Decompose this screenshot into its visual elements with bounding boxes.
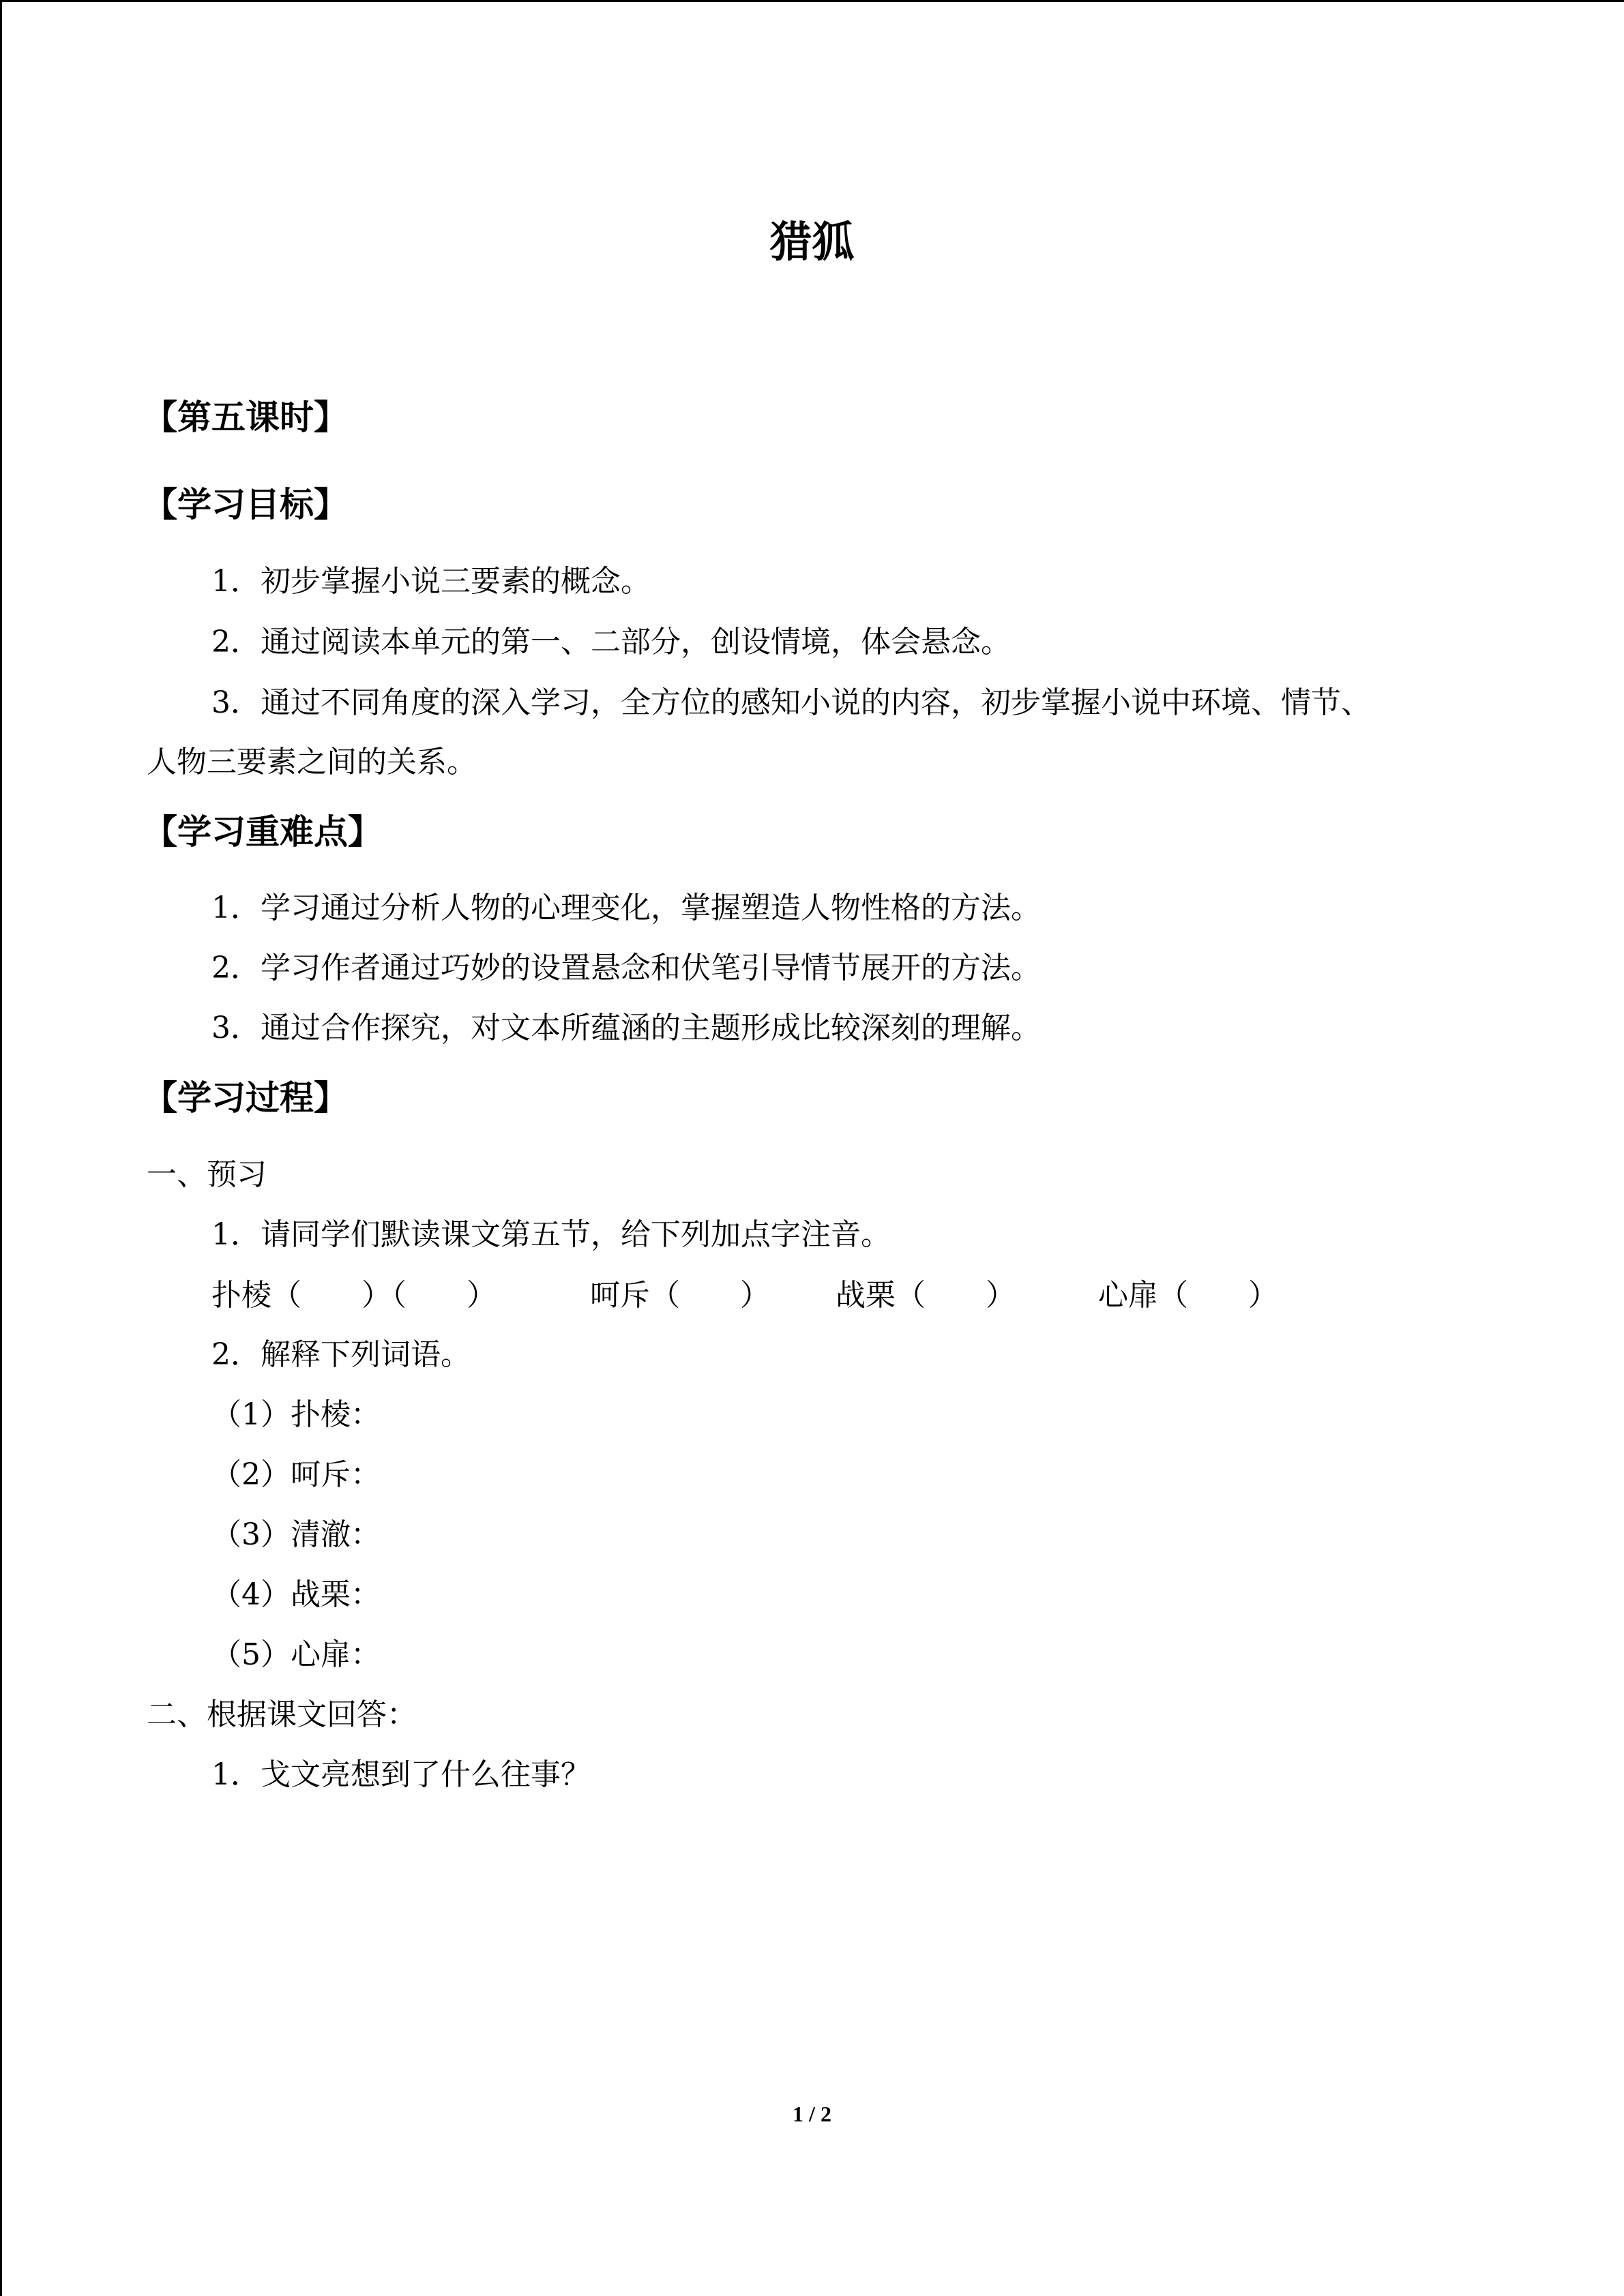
goal-item: 2．通过阅读本单元的第一、二部分，创设情境，体会悬念。 bbox=[211, 625, 1011, 659]
answer-question-1: 1．戈文亮想到了什么往事？ bbox=[211, 1757, 591, 1792]
key-point-item: 3．通过合作探究，对文本所蕴涵的主题形成比较深刻的理解。 bbox=[211, 1011, 1041, 1045]
preview-question-2: 2．解释下列词语。 bbox=[211, 1337, 471, 1372]
answer-heading: 二、根据课文回答： bbox=[147, 1697, 417, 1732]
preview-heading: 一、预习 bbox=[147, 1157, 267, 1192]
page-border-top bbox=[0, 0, 1624, 2]
process-heading: 【学习过程】 bbox=[143, 1078, 348, 1118]
pinyin-item: 战栗（ ） bbox=[836, 1278, 1016, 1313]
key-points-heading: 【学习重难点】 bbox=[143, 812, 382, 852]
pinyin-row bbox=[211, 1275, 1371, 1316]
term-item: （5）心扉： bbox=[211, 1637, 381, 1672]
page-border-left bbox=[0, 0, 2, 2296]
preview-question-1: 1．请同学们默读课文第五节，给下列加点字注音。 bbox=[211, 1217, 891, 1252]
pinyin-item: 呵斥（ ） bbox=[590, 1278, 770, 1313]
term-item: （2）呵斥： bbox=[211, 1457, 381, 1492]
goal-item: 3．通过不同角度的深入学习，全方位的感知小说的内容，初步掌握小说中环境、情节、 bbox=[211, 685, 1371, 720]
page-title: 猎狐 bbox=[769, 217, 855, 267]
goal-item-continued: 人物三要素之间的关系。 bbox=[147, 745, 477, 779]
key-point-item: 2．学习作者通过巧妙的设置悬念和伏笔引导情节展开的方法。 bbox=[211, 951, 1041, 985]
page-number: 1 / 2 bbox=[793, 2102, 831, 2126]
key-point-item: 1．学习通过分析人物的心理变化，掌握塑造人物性格的方法。 bbox=[211, 891, 1041, 925]
goal-item: 1．初步掌握小说三要素的概念。 bbox=[211, 564, 651, 599]
term-item: （4）战栗： bbox=[211, 1577, 381, 1612]
term-item: （3）清澈： bbox=[211, 1517, 381, 1552]
goals-heading: 【学习目标】 bbox=[143, 485, 348, 524]
pinyin-item: 心扉（ ） bbox=[1098, 1278, 1278, 1313]
lesson-heading: 【第五课时】 bbox=[143, 398, 348, 437]
term-item: （1）扑棱： bbox=[211, 1397, 381, 1432]
pinyin-item: 扑棱（ ）（ ） bbox=[211, 1278, 497, 1313]
